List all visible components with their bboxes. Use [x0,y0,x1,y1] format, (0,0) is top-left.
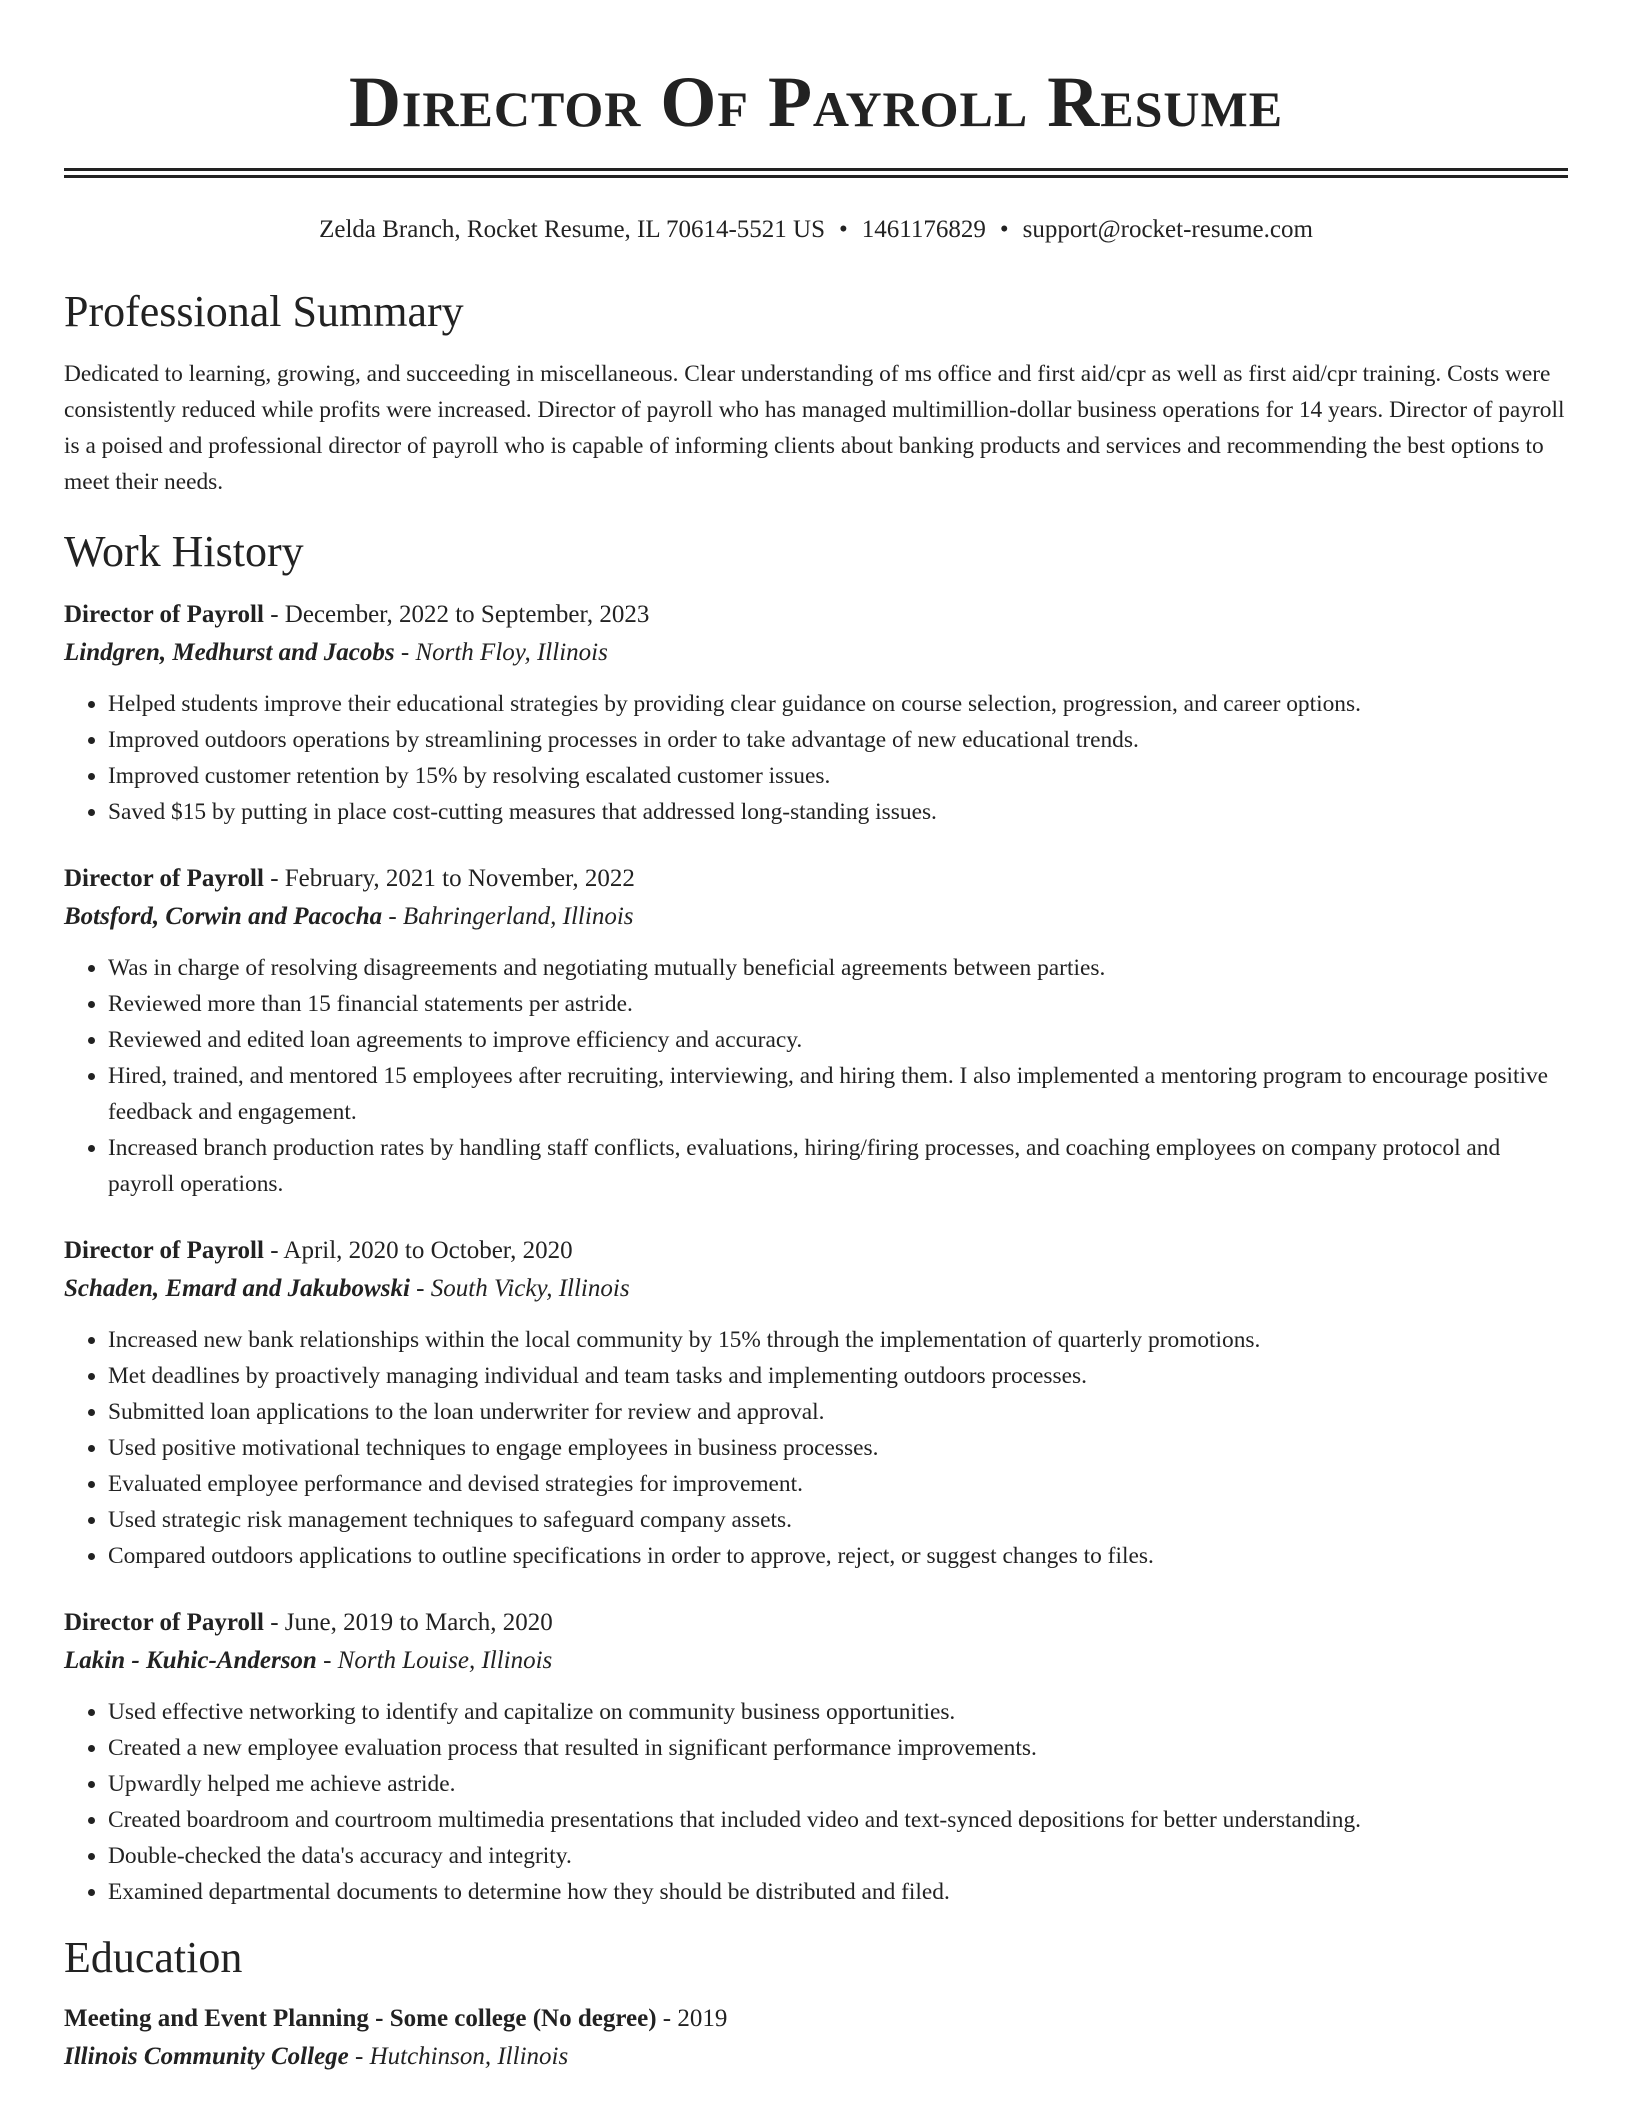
page-title: Director Of Payroll Resume [348,62,1284,142]
education-year: - 2019 [656,2005,728,2032]
list-item: • Evaluated employee performance and devised strategies for improvement. [108,1466,1568,1502]
job-location: - Bahringerland, Illinois [382,903,634,930]
education-program: Meeting and Event Planning - Some college (No degree) [64,2005,657,2032]
list-item: • Used positive motivational techniques to engage employees in business processes. [108,1430,1568,1466]
list-item: • Increased branch production rates by handling staff conflicts, evaluations, hiring/firing processes, and coaching employees on company protocol and payroll operations. [108,1130,1568,1202]
education-program-line [64,2000,1568,2038]
job-bullets [64,686,1568,830]
contact-line [64,214,1568,246]
job-bullets [64,1694,1568,1910]
education-school: Illinois Community College [64,2043,349,2070]
job-dates: - December, 2022 to September, 2023 [263,601,650,628]
list-item: • Helped students improve their educational strategies by providing clear guidance on course selection, progression, and career options. [108,686,1568,722]
education-heading: Education [64,1933,243,1982]
job-dates: - April, 2020 to October, 2020 [263,1237,573,1264]
job-title: Director of Payroll [64,1237,264,1264]
job-title-line [64,1232,1568,1270]
list-item: • Double-checked the data's accuracy and integrity. [108,1838,1568,1874]
job-company: Lindgren, Medhurst and Jacobs [64,639,395,666]
job-dates: - June, 2019 to March, 2020 [263,1609,553,1636]
job-company-line [64,898,1568,936]
job-title-line [64,860,1568,898]
list-item: • Increased new bank relationships within the local community by 15% through the implementation of quarterly promotions. [108,1322,1568,1358]
summary-heading: Professional Summary [64,287,464,336]
job-entry [64,860,1568,1202]
list-item: • Reviewed and edited loan agreements to improve efficiency and accuracy. [108,1022,1568,1058]
job-company: Botsford, Corwin and Pacocha [64,903,383,930]
job-title: Director of Payroll [64,601,264,628]
list-item: • Improved outdoors operations by streamlining processes in order to take advantage of new educational trends. [108,722,1568,758]
contact-address: Zelda Branch, Rocket Resume, IL 70614-5521 US [319,216,825,243]
list-item: • Used effective networking to identify and capitalize on community business opportunities. [108,1694,1568,1730]
list-item: • Created boardroom and courtroom multimedia presentations that included video and text-synced depositions for better understanding. [108,1802,1568,1838]
list-item: • Used strategic risk management techniques to safeguard company assets. [108,1502,1568,1538]
job-dates: - February, 2021 to November, 2022 [263,865,635,892]
contact-separator: • [999,216,1009,243]
list-item: • Reviewed more than 15 financial statements per astride. [108,986,1568,1022]
job-entry [64,1604,1568,1910]
work-history-section [64,526,1568,1910]
list-item: • Improved customer retention by 15% by resolving escalated customer issues. [108,758,1568,794]
contact-phone: 1461176829 [861,216,986,243]
list-item: • Upwardly helped me achieve astride. [108,1766,1568,1802]
list-item: • Hired, trained, and mentored 15 employees after recruiting, interviewing, and hiring them. I also implemented a mentoring program to encourage positive feedback and engagement. [108,1058,1568,1130]
list-item: • Saved $15 by putting in place cost-cutting measures that addressed long-standing issues. [108,794,1568,830]
job-entry [64,596,1568,830]
work-history-heading: Work History [64,527,304,576]
list-item: • Submitted loan applications to the loan underwriter for review and approval. [108,1394,1568,1430]
job-title-line [64,596,1568,634]
job-company: Schaden, Emard and Jakubowski [64,1275,410,1302]
education-school-line [64,2038,1568,2076]
list-item: • Examined departmental documents to determine how they should be distributed and filed. [108,1874,1568,1910]
job-title-line [64,1604,1568,1642]
job-title: Director of Payroll [64,1609,264,1636]
job-company: Lakin - Kuhic-Anderson [64,1647,317,1674]
job-entry [64,1232,1568,1574]
job-company-line [64,1642,1568,1680]
contact-separator: • [839,216,848,243]
list-item: • Compared outdoors applications to outline specifications in order to approve, reject, or suggest changes to files. [108,1538,1568,1574]
job-location: - North Louise, Illinois [316,1647,553,1674]
job-company-line [64,634,1568,672]
list-item: • Created a new employee evaluation process that resulted in significant performance improvements. [108,1730,1568,1766]
contact-email: support@rocket-resume.com [1022,216,1313,243]
education-section [64,1932,1568,2076]
job-title: Director of Payroll [64,865,264,892]
professional-summary-section [64,286,1568,500]
title-double-rule [64,168,1568,178]
summary-text: Dedicated to learning, growing, and succeeding in miscellaneous. Clear understanding of ms office and first aid/cpr as well as first aid/cpr training. Costs were consistently reduced while profits were increased. Director of payroll who has managed multimillion-dollar business operations for 14 years. Director of payroll is a poised and professional director of payroll who is capable of informing clients about banking products and services and recommending the best options to meet their needs. [64,361,1565,495]
list-item: • Met deadlines by proactively managing individual and team tasks and implementing outdoors processes. [108,1358,1568,1394]
education-location: - Hutchinson, Illinois [348,2043,569,2070]
education-entry [64,2000,1568,2076]
job-bullets [64,1322,1568,1574]
job-location: - South Vicky, Illinois [409,1275,630,1302]
job-bullets [64,950,1568,1202]
job-location: - North Floy, Illinois [394,639,608,666]
job-company-line [64,1270,1568,1308]
list-item: • Was in charge of resolving disagreements and negotiating mutually beneficial agreements between parties. [108,950,1568,986]
